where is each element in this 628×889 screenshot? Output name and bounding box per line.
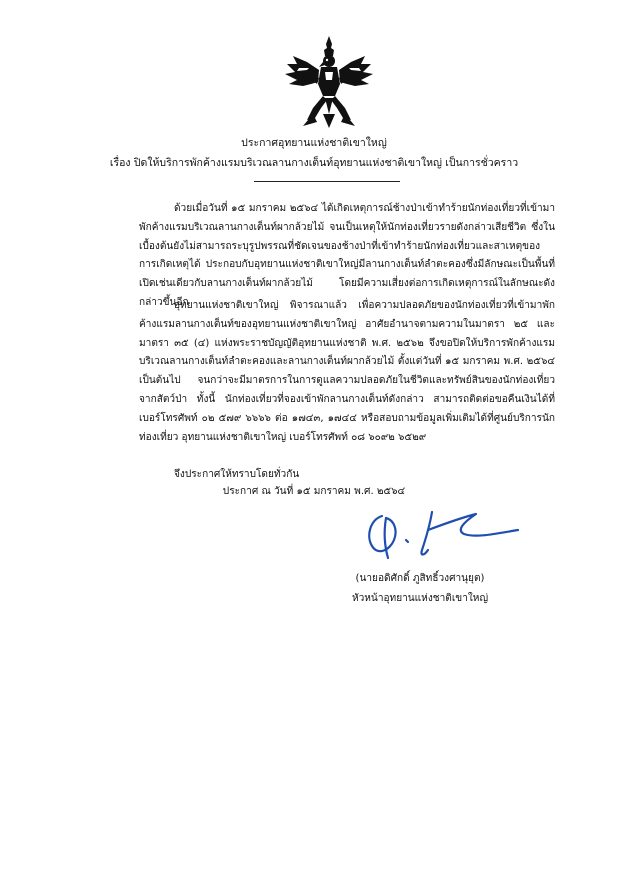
handwritten-signature xyxy=(360,500,525,570)
announcement-date: ประกาศ ณ วันที่ ๑๕ มกราคม พ.ศ. ๒๕๖๔ xyxy=(222,486,406,497)
announcement-subject: เรื่อง ปิดให้บริการพักค้างแรมบริเวณลานกางเต็นท์อุทยานแห่งชาติเขาใหญ่ เป็นการชั่วคราว xyxy=(109,157,519,169)
heading-divider xyxy=(254,181,400,182)
announcement-title: ประกาศอุทยานแห่งชาติเขาใหญ่ xyxy=(241,137,387,149)
body-paragraph-2: อุทยานแห่งชาติเขาใหญ่ พิจารณาแล้ว เพื่อความปลอดภัยของนักท่องเที่ยวที่เข้ามาพักค้างแรมลานกางเต็นท์ของอุทยานแห่งชาติเขาใหญ่ อาศัยอำนาจตามความในมาตรา ๒๕ และมาตรา ๓๕ (๔) แห่งพระราชบัญญัติอุทยานแห่งชาติ พ.ศ. ๒๕๖๒ จึงขอปิดให้บริการพักค้างแรมบริเวณลานกางเต็นท์ลำตะคองและลานกางเต็นท์ผากล้วยไม้ ตั้งแต่วันที่ ๑๕ มกราคม พ.ศ. ๒๕๖๔ เป็นต้นไป จนกว่าจะมีมาตรการในการดูแลความปลอดภัยในชีวิตและทรัพย์สินของนักท่องเที่ยวจากสัตว์ป่า ทั้งนี้ นักท่องเที่ยวที่จองเข้าพักลานกางเต็นท์ดังกล่าว สามารถติดต่อขอคืนเงินได้ที่เบอร์โทรศัพท์ ๐๒ ๕๗๙ ๖๖๖๖ ต่อ ๑๗๔๓, ๑๗๔๔ หรือสอบถามข้อมูลเพิ่มเติมได้ที่ศูนย์บริการนักท่องเที่ยว อุทยานแห่งชาติเขาใหญ่ เบอร์โทรศัพท์ ๐๘ ๖๐๙๒ ๖๕๒๙ xyxy=(139,300,555,443)
body-paragraph-1: ด้วยเมื่อวันที่ ๑๕ มกราคม ๒๕๖๔ ได้เกิดเหตุการณ์ช้างป่าเข้าทำร้ายนักท่องเที่ยวที่เข้ามาพักค้างแรมบริเวณลานกางเต็นท์ผากล้วยไม้ จนเป็นเหตุให้นักท่องเที่ยวรายดังกล่าวเสียชีวิต ซึ่งในเบื้องต้นยังไม่สามารถระบุรูปพรรณที่ชัดเจนของช้างป่าที่เข้าทำร้ายนักท่องเที่ยวและสาเหตุของการเกิดเหตุได้ ประกอบกับอุทยานแห่งชาติเขาใหญ่มีลานกางเต็นท์ลำตะคองซึ่งมีลักษณะเป็นพื้นที่เปิดเช่นเดียวกับลานกางเต็นท์ผากล้วยไม้ โดยมีความเสี่ยงต่อการเกิดเหตุการณ์ในลักษณะดังกล่าวขึ้นอีก xyxy=(139,203,555,308)
body-paragraph-3: จึงประกาศให้ทราบโดยทั่วกัน xyxy=(174,469,300,480)
signer-name: (นายอดิศักดิ์ ภูสิทธิ์วงศานุยุต) xyxy=(355,573,485,584)
garuda-emblem-icon xyxy=(283,34,375,130)
signer-position: หัวหน้าอุทยานแห่งชาติเขาใหญ่ xyxy=(351,593,489,604)
